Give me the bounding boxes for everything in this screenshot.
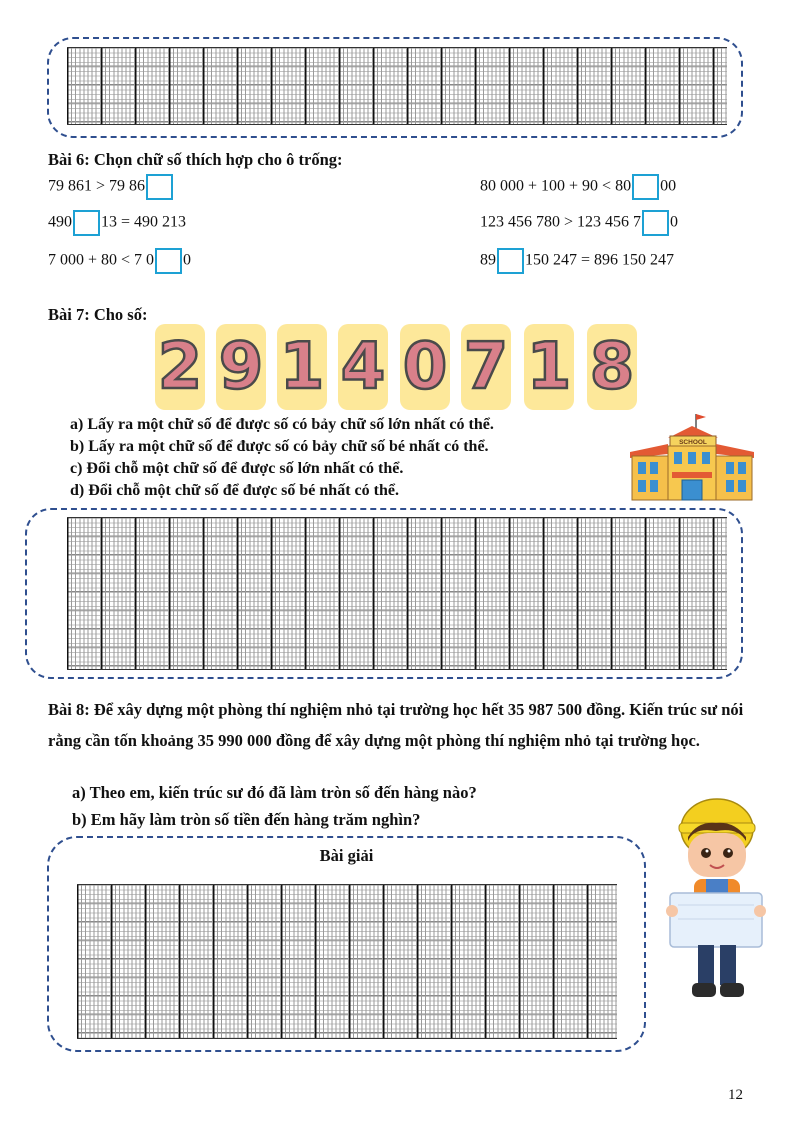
digit-tile: 8 bbox=[587, 324, 637, 410]
answer-box[interactable] bbox=[642, 210, 669, 236]
answer-grid-bai8[interactable] bbox=[77, 884, 617, 1039]
bai6-row3-right: 89 150 247 = 896 150 247 bbox=[480, 248, 674, 274]
school-sign-text: SCHOOL bbox=[679, 439, 707, 446]
solution-title: Bài giải bbox=[319, 846, 374, 865]
bai6-row2-left: 490 13 = 490 213 bbox=[48, 210, 186, 236]
bai6-row2-right: 123 456 780 > 123 456 7 0 bbox=[480, 210, 678, 236]
bai8-question-b: b) Em hãy làm tròn số tiền đến hàng trăm nghìn? bbox=[72, 810, 421, 829]
bai7-title: Bài 7: Cho số: bbox=[48, 305, 148, 324]
bai6-row3-left: 7 000 + 80 < 7 0 0 bbox=[48, 248, 191, 274]
bai6-title: Bài 6: Chọn chữ số thích hợp cho ô trống: bbox=[48, 150, 343, 169]
engineer-boy-illustration bbox=[664, 787, 770, 1003]
answer-box[interactable] bbox=[73, 210, 100, 236]
digit-tile: 4 bbox=[338, 324, 388, 410]
answer-grid-bai7[interactable] bbox=[67, 517, 727, 670]
answer-box[interactable] bbox=[497, 248, 524, 274]
school-building-illustration bbox=[628, 412, 756, 502]
digit-tile: 1 bbox=[277, 324, 327, 410]
page-number: 12 bbox=[728, 1087, 743, 1103]
answer-box[interactable] bbox=[146, 174, 173, 200]
answer-box[interactable] bbox=[155, 248, 182, 274]
bai6-row1-left: 79 861 > 79 86 bbox=[48, 174, 174, 200]
bai8-question-a: a) Theo em, kiến trúc sư đó đã làm tròn số đến hàng nào? bbox=[72, 783, 477, 802]
answer-box[interactable] bbox=[632, 174, 659, 200]
digit-tile: 2 bbox=[155, 324, 205, 410]
bai7-question-b: b) Lấy ra một chữ số để được số có bảy chữ số bé nhất có thể. bbox=[70, 438, 489, 455]
bai6-row1-right: 80 000 + 100 + 90 < 80 00 bbox=[480, 174, 676, 200]
bai8-problem-text: Bài 8: Để xây dựng một phòng thí nghiệm nhỏ tại trường học hết 35 987 500 đồng. Kiến trúc sư nói rằng cần tốn khoảng 35 990 000 đồng để xây dựng một phòng thí nghiệm nhỏ tại trường học. bbox=[48, 700, 744, 750]
digit-tile: 1 bbox=[524, 324, 574, 410]
digit-tile: 9 bbox=[216, 324, 266, 410]
bai7-question-c: c) Đổi chỗ một chữ số để được số lớn nhất có thể. bbox=[70, 460, 404, 477]
bai7-question-d: d) Đổi chỗ một chữ số để được số bé nhất có thể. bbox=[70, 482, 399, 499]
bai7-question-a: a) Lấy ra một chữ số để được số có bảy chữ số lớn nhất có thể. bbox=[70, 416, 494, 433]
answer-grid-top[interactable] bbox=[67, 47, 727, 125]
digit-tile: 7 bbox=[461, 324, 511, 410]
digit-tile: 0 bbox=[400, 324, 450, 410]
